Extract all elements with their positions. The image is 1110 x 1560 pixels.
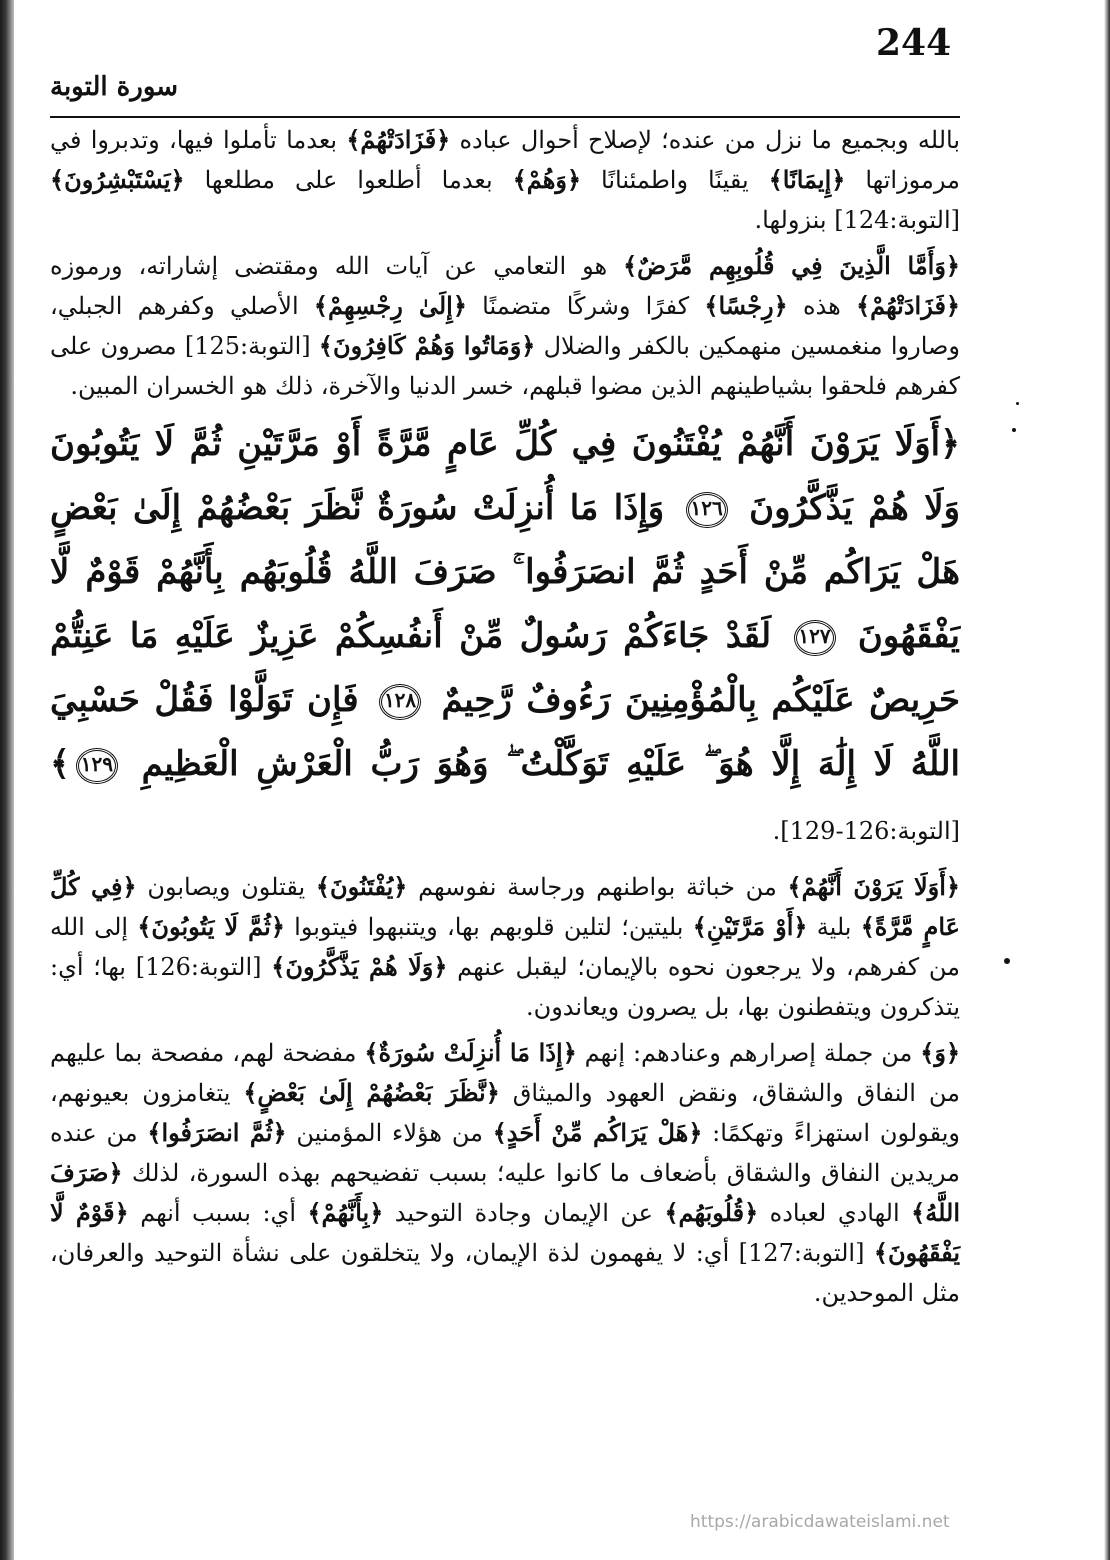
commentary-text: الهادي لعباده bbox=[758, 1199, 912, 1227]
quran-quote: ﴿بِأَنَّهُمْ﴾ bbox=[307, 1198, 384, 1227]
ayah-marker-129: ١٢٩ bbox=[76, 748, 118, 784]
paragraph-125 bbox=[50, 246, 960, 406]
commentary-text: بالله وبجميع ما نزل من عنده؛ لإصلاح أحوال عباده bbox=[450, 126, 961, 154]
quran-closing-bracket: ﴾ bbox=[50, 744, 70, 784]
paragraph-126 bbox=[50, 867, 960, 1027]
commentary-text: [التوبة:126] بها؛ أي: يتذكرون ويتفطنون بها، بل يصرون ويعاندون. bbox=[50, 953, 960, 1021]
quran-quote: ﴿يُفْتَنُونَ﴾ bbox=[315, 872, 408, 901]
ayah-marker-127: ١٢٧ bbox=[794, 620, 836, 656]
quran-quote: ﴿صَرَفَ اللَّهُ﴾ bbox=[50, 1158, 960, 1227]
commentary-text: أي: بسبب أنهم bbox=[128, 1199, 308, 1227]
commentary-text: من جملة إصرارهم وعنادهم: إنهم bbox=[576, 1039, 921, 1067]
paragraph-124 bbox=[50, 120, 960, 240]
quran-quote: ﴿فِي كُلِّ عَامٍ مَّرَّةً﴾ bbox=[50, 872, 960, 941]
commentary-text: كفرًا وشركًا متضمنًا bbox=[466, 292, 705, 320]
quran-quote: ﴿رِجْسًا﴾ bbox=[704, 291, 788, 320]
quran-quote: ﴿ثُمَّ لَا يَتُوبُونَ﴾ bbox=[137, 912, 285, 941]
commentary-text: يقتلون ويصابون bbox=[136, 873, 316, 901]
ayah-marker-128: ١٢٨ bbox=[379, 684, 421, 720]
commentary-text: يتغامزون بعيونهم، ويقولون استهزاءً وتهكمًا: bbox=[50, 1079, 960, 1147]
commentary-text: [التوبة:124] بنزولها. bbox=[754, 206, 960, 234]
commentary-text: هذه bbox=[787, 292, 857, 320]
commentary-text: بعدما أطلعوا على مطلعها bbox=[184, 166, 513, 194]
commentary-text: مفضحة لهم، مفصحة بما عليهم من النفاق والشقاق، ونقض العهود والميثاق bbox=[50, 1039, 960, 1107]
commentary-text: إلى الله من كفرهم، ولا يرجعون نحوه بالإيمان؛ ليقبل عنهم bbox=[50, 913, 961, 981]
quran-quote: ﴿ثُمَّ انصَرَفُوا﴾ bbox=[147, 1118, 287, 1147]
ayah-126: ﴿أَوَلَا يَرَوْنَ أَنَّهُمْ يُفْتَنُونَ فِي كُلِّ عَامٍ مَّرَّةً أَوْ مَرَّتَيْنِ ثُمَّ لَا يَتُوبُونَ وَلَا هُمْ يَذَّكَّرُونَ bbox=[50, 424, 961, 528]
ayah-128: لَقَدْ جَاءَكُمْ رَسُولٌ مِّنْ أَنفُسِكُمْ عَزِيزٌ عَلَيْهِ مَا عَنِتُّمْ حَرِيصٌ عَلَيْكُم بِالْمُؤْمِنِينَ رَءُوفٌ رَّحِيمٌ bbox=[50, 616, 960, 720]
commentary-text: من خباثة بواطنهم ورجاسة نفوسهم bbox=[407, 873, 788, 901]
commentary-text: [التوبة:125] مصرون على كفرهم فلحقوا بشياطينهم الذين مضوا قبلهم، خسر الدنيا والآخرة، ذلك هو الخسران المبين. bbox=[50, 332, 960, 400]
surah-header: سورة التوبة bbox=[50, 72, 179, 102]
commentary-text: بليتين؛ لتلين قلوبهم بها، ويتنبهوا فيتوبوا bbox=[284, 913, 693, 941]
commentary-text: يقينًا واطمئنانًا bbox=[581, 166, 769, 194]
scan-speck bbox=[1004, 958, 1010, 964]
quran-verses-block bbox=[50, 412, 960, 863]
header-rule bbox=[50, 116, 960, 118]
quran-reference: [التوبة:126-129]. bbox=[772, 817, 960, 845]
scan-speck bbox=[1012, 428, 1016, 432]
ayah-129: فَإِن تَوَلَّوْا فَقُلْ حَسْبِيَ اللَّهُ لَا إِلَٰهَ إِلَّا هُوَ ۖ عَلَيْهِ تَوَكَّلْتُ ۖ وَهُوَ رَبُّ الْعَرْشِ الْعَظِيمِ bbox=[50, 680, 960, 784]
quran-quote: ﴿إِيمَانًا﴾ bbox=[768, 165, 846, 194]
quran-quote: ﴿أَوَلَا يَرَوْنَ أَنَّهُمْ﴾ bbox=[787, 872, 960, 901]
quran-quote: ﴿فَزَادَتْهُمْ﴾ bbox=[856, 291, 960, 320]
scan-speck bbox=[1016, 402, 1019, 405]
quran-quote: ﴿وَمَاتُوا وَهُمْ كَافِرُونَ﴾ bbox=[318, 331, 536, 360]
scan-edge-right bbox=[1104, 0, 1110, 1560]
commentary-text: بلية bbox=[807, 913, 861, 941]
commentary-text: من عنده مريدين النفاق والشقاق بأضعاف ما كانوا عليه؛ بسبب تفضيحهم بهذه السورة، لذلك bbox=[50, 1119, 960, 1187]
commentary-text: هو التعامي عن آيات الله ومقتضى إشاراته، ورموزه bbox=[50, 252, 624, 280]
ayah-marker-126: ١٢٦ bbox=[686, 492, 728, 528]
quran-quote: ﴿وَأَمَّا الَّذِينَ فِي قُلُوبِهِم مَّرَضٌ﴾ bbox=[623, 251, 960, 280]
paragraph-127 bbox=[50, 1033, 960, 1313]
quran-quote: ﴿قُلُوبَهُم﴾ bbox=[664, 1198, 759, 1227]
watermark-url: https://arabicdawateislami.net bbox=[690, 1512, 950, 1532]
commentary-text: من هؤلاء المؤمنين bbox=[286, 1119, 493, 1147]
quran-quote: ﴿وَلَا هُمْ يَذَّكَّرُونَ﴾ bbox=[271, 952, 448, 981]
page-body bbox=[50, 120, 960, 1319]
quran-quote: ﴿يَسْتَبْشِرُونَ﴾ bbox=[50, 165, 185, 194]
commentary-text: عن الإيمان وجادة التوحيد bbox=[383, 1199, 665, 1227]
commentary-text: بعدما تأملوا فيها، وتدبروا في مرموزاتها bbox=[50, 126, 961, 194]
quran-quote: ﴿وَهُمْ﴾ bbox=[512, 165, 582, 194]
quran-quote: ﴿إِلَىٰ رِجْسِهِمْ﴾ bbox=[313, 291, 467, 320]
quran-quote: ﴿هَلْ يَرَاكُم مِّنْ أَحَدٍ﴾ bbox=[492, 1118, 703, 1147]
quran-quote: ﴿أَوْ مَرَّتَيْنِ﴾ bbox=[692, 912, 808, 941]
ayah-127: وَإِذَا مَا أُنزِلَتْ سُورَةٌ نَّظَرَ بَعْضُهُمْ إِلَىٰ بَعْضٍ هَلْ يَرَاكُم مِّنْ أَحَدٍ ثُمَّ انصَرَفُوا ۚ صَرَفَ اللَّهُ قُلُوبَهُم بِأَنَّهُمْ قَوْمٌ لَّا يَفْقَهُونَ bbox=[50, 488, 960, 656]
scan-edge-left bbox=[0, 0, 14, 1560]
quran-quote: ﴿فَزَادَتْهُمْ﴾ bbox=[346, 125, 451, 154]
commentary-text: [التوبة:127] أي: لا يفهمون لذة الإيمان، ولا يتخلقون على نشأة التوحيد والعرفان، مثل الموحدين. bbox=[50, 1239, 960, 1307]
quran-quote: ﴿وَ﴾ bbox=[920, 1038, 961, 1067]
quran-quote: ﴿نَّظَرَ بَعْضُهُمْ إِلَىٰ بَعْضٍ﴾ bbox=[243, 1078, 500, 1107]
commentary-text: الأصلي وكفرهم الجبلي، وصاروا منغمسين منهمكين بالكفر والضلال bbox=[50, 292, 960, 360]
quran-quote: ﴿قَوْمٌ لَّا يَفْقَهُونَ﴾ bbox=[50, 1198, 960, 1267]
quran-quote: ﴿إِذَا مَا أُنزِلَتْ سُورَةٌ﴾ bbox=[364, 1038, 577, 1067]
page-number: 244 bbox=[876, 22, 952, 64]
